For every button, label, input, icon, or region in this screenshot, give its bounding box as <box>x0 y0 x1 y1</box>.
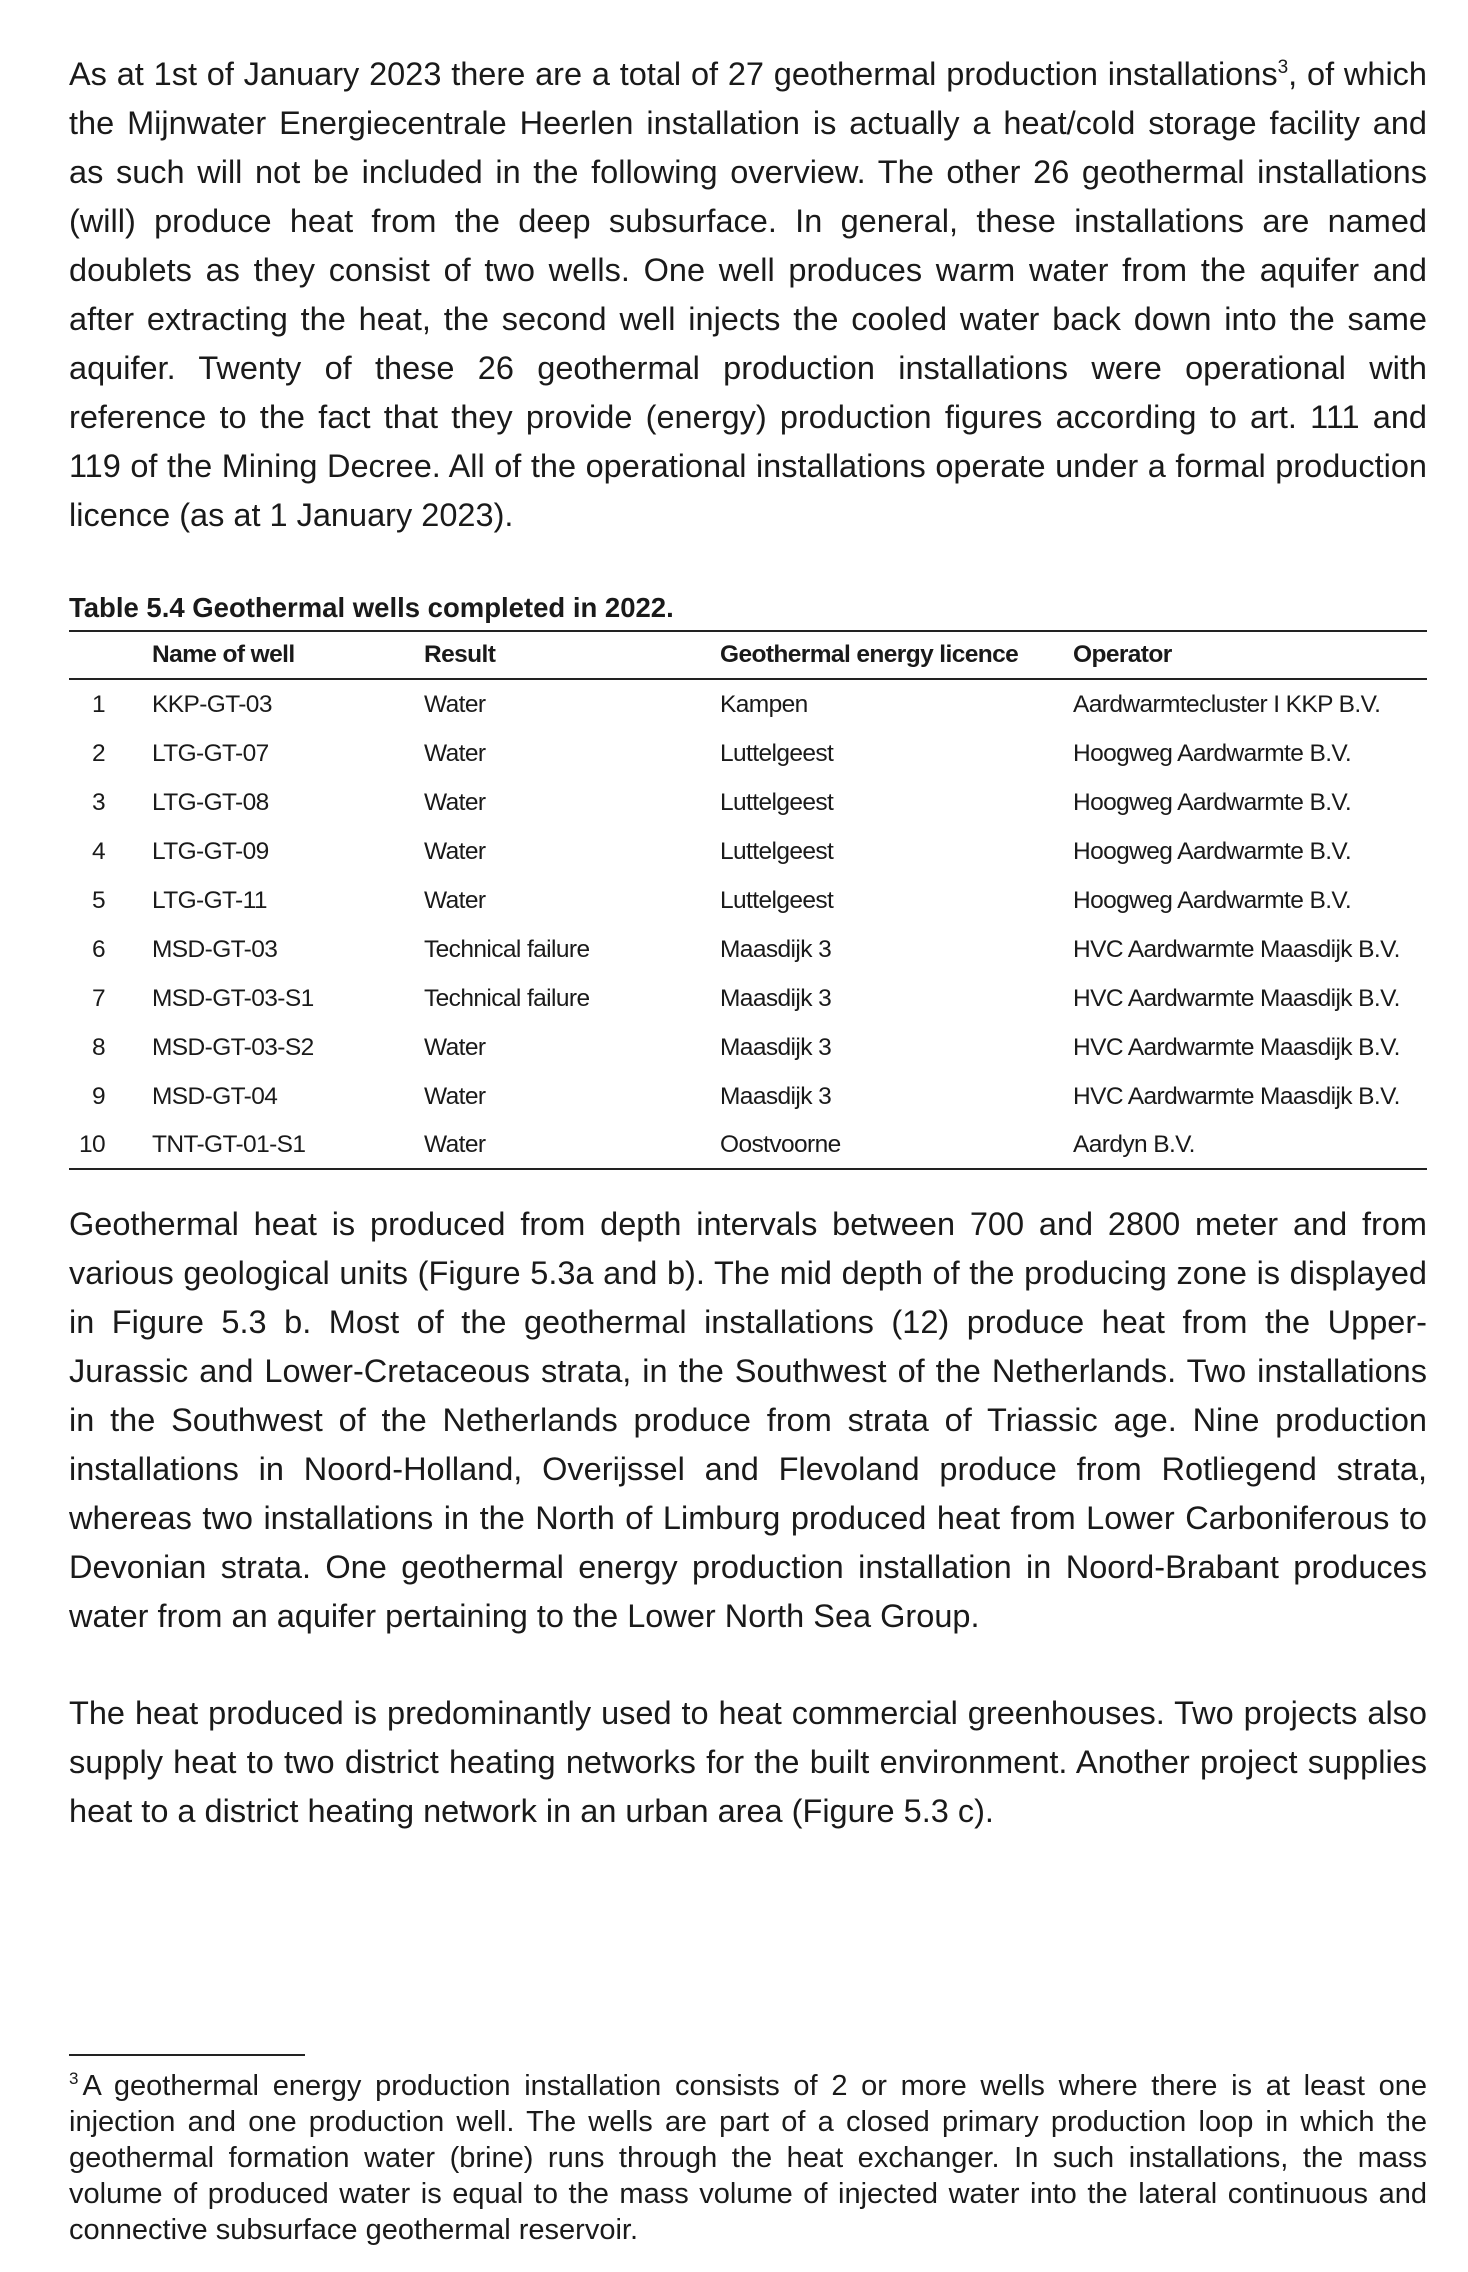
table-row <box>69 729 1427 778</box>
cell-name: MSD-GT-03-S2 <box>152 1033 314 1061</box>
usage-paragraph: The heat produced is predominantly used to heat commercial greenhouses. Two projects also supply heat to two district heating networks for the built environment. Another project supplies heat to a district heating network in an urban area (Figure 5.3 c). <box>69 1695 1427 1829</box>
cell-name: LTG-GT-08 <box>152 788 269 816</box>
table-row <box>69 778 1427 827</box>
header-operator: Operator <box>1073 631 1427 679</box>
cell-result: Water <box>424 886 486 914</box>
cell-num <box>69 827 152 876</box>
cell-operator: Hoogweg Aardwarmte B.V. <box>1073 837 1352 865</box>
depth-paragraph: Geothermal heat is produced from depth intervals between 700 and 2800 meter and from various geological units (Figure 5.3a and b). The mid depth of the producing zone is displayed in Figure 5.3 b. Most of the geothermal installations (12) produce heat from the Upper-Jurassic and Lower-Cretaceous strata, in the Southwest of the Netherlands. Two installations in the Southwest of the Netherlands produce from strata of Triassic age. Nine production installations in Noord-Holland, Overijssel and Flevoland produce from Rotliegend strata, whereas two installations in the North of Limburg produced heat from Lower Carboniferous to Devonian strata. One geothermal energy production installation in Noord-Brabant produces water from an aquifer pertaining to the Lower North Sea Group. <box>69 1206 1427 1634</box>
cell-licence: Maasdijk 3 <box>720 935 832 963</box>
cell-licence: Oostvoorne <box>720 1121 1073 1169</box>
cell-licence: Luttelgeest <box>720 886 834 914</box>
cell-operator: HVC Aardwarmte Maasdijk B.V. <box>1073 935 1400 963</box>
cell-result: Water <box>424 1121 720 1169</box>
cell-result: Water <box>424 788 486 816</box>
table-row <box>69 1072 1427 1121</box>
cell-operator: Hoogweg Aardwarmte B.V. <box>1073 788 1352 816</box>
table-caption: Table 5.4 Geothermal wells completed in 2022. <box>69 592 674 623</box>
cell-operator: Aardwarmtecluster I KKP B.V. <box>1073 690 1381 718</box>
intro-text-after: , of which the Mijnwater Energiecentrale Heerlen installation is actually a heat/cold storage facility and as such will not be included in the following overview. The other 26 geothermal installations (will) produce heat from the deep subsurface. In general, these installations are named doublets as they consist of two wells. One well produces warm water from the aquifer and after extracting the heat, the second well injects the cooled water back down into the same aquifer. Twenty of these 26 geothermal production installations were operational with reference to the fact that they provide (energy) production figures according to art. 111 and 119 of the Mining Decree. All of the operational installations operate under a formal production licence (as at 1 January 2023). <box>69 56 1427 533</box>
wells-table <box>69 630 1427 1170</box>
table-row <box>69 1023 1427 1072</box>
cell-licence: Luttelgeest <box>720 739 834 767</box>
footnote-divider <box>69 2054 305 2056</box>
cell-operator: HVC Aardwarmte Maasdijk B.V. <box>1073 1082 1400 1110</box>
header-licence: Geothermal energy licence <box>720 631 1073 679</box>
footnote <box>69 2068 1427 2248</box>
cell-num <box>69 1121 152 1169</box>
header-result: Result <box>424 631 720 679</box>
cell-licence: Kampen <box>720 690 808 718</box>
row-number: 6 <box>91 935 105 963</box>
intro-text-before: As at 1st of January 2023 there are a total of 27 geothermal production installations <box>69 56 1278 92</box>
table-row <box>69 876 1427 925</box>
cell-name: MSD-GT-04 <box>152 1082 278 1110</box>
cell-num <box>69 1023 152 1072</box>
cell-num <box>69 778 152 827</box>
table-row <box>69 925 1427 974</box>
cell-name: TNT-GT-01-S1 <box>152 1121 424 1169</box>
intro-paragraph <box>69 50 1427 540</box>
table-row <box>69 1121 1427 1169</box>
row-number: 7 <box>91 984 105 1012</box>
cell-name: LTG-GT-07 <box>152 739 269 767</box>
row-number: 5 <box>91 886 105 914</box>
cell-operator: HVC Aardwarmte Maasdijk B.V. <box>1073 984 1400 1012</box>
row-number: 9 <box>91 1082 105 1110</box>
cell-licence: Maasdijk 3 <box>720 1082 832 1110</box>
cell-num <box>69 925 152 974</box>
cell-num <box>69 679 152 729</box>
cell-licence: Luttelgeest <box>720 837 834 865</box>
cell-num <box>69 729 152 778</box>
table-row <box>69 974 1427 1023</box>
cell-name: LTG-GT-09 <box>152 837 269 865</box>
cell-result: Water <box>424 690 486 718</box>
row-number: 3 <box>91 788 105 816</box>
cell-num <box>69 1072 152 1121</box>
cell-operator: HVC Aardwarmte Maasdijk B.V. <box>1073 1033 1400 1061</box>
cell-result: Technical failure <box>424 935 590 963</box>
cell-licence: Maasdijk 3 <box>720 1033 832 1061</box>
cell-operator: Aardyn B.V. <box>1073 1121 1427 1169</box>
cell-result: Water <box>424 1082 486 1110</box>
cell-name: KKP-GT-03 <box>152 690 272 718</box>
header-number <box>69 631 152 679</box>
cell-name: MSD-GT-03 <box>152 935 278 963</box>
row-number: 1 <box>91 690 105 718</box>
table-row <box>69 827 1427 876</box>
cell-operator: Hoogweg Aardwarmte B.V. <box>1073 739 1352 767</box>
row-number: 10 <box>78 1130 105 1158</box>
cell-operator: Hoogweg Aardwarmte B.V. <box>1073 886 1352 914</box>
table-row <box>69 679 1427 729</box>
cell-result: Technical failure <box>424 984 590 1012</box>
row-number: 8 <box>91 1033 105 1061</box>
footnote-marker: 3 <box>69 2069 79 2089</box>
table-header-row <box>69 631 1427 679</box>
cell-result: Water <box>424 837 486 865</box>
cell-num <box>69 876 152 925</box>
cell-name: LTG-GT-11 <box>152 886 267 914</box>
header-name: Name of well <box>152 631 424 679</box>
cell-name: MSD-GT-03-S1 <box>152 984 314 1012</box>
footnote-text: A geothermal energy production installation consists of 2 or more wells where there is at least one injection and one production well. The wells are part of a closed primary production loop in which the geothermal formation water (brine) runs through the heat exchanger. In such installations, the mass volume of produced water is equal to the mass volume of injected water into the lateral continuous and connective subsurface geothermal reservoir. <box>69 2070 1427 2246</box>
cell-result: Water <box>424 739 486 767</box>
row-number: 4 <box>91 837 105 865</box>
cell-num <box>69 974 152 1023</box>
cell-licence: Luttelgeest <box>720 788 834 816</box>
footnote-reference[interactable]: 3 <box>1277 57 1289 79</box>
cell-result: Water <box>424 1033 486 1061</box>
cell-licence: Maasdijk 3 <box>720 984 832 1012</box>
row-number: 2 <box>91 739 105 767</box>
table-body <box>69 679 1427 1169</box>
page-content <box>69 50 1427 1836</box>
